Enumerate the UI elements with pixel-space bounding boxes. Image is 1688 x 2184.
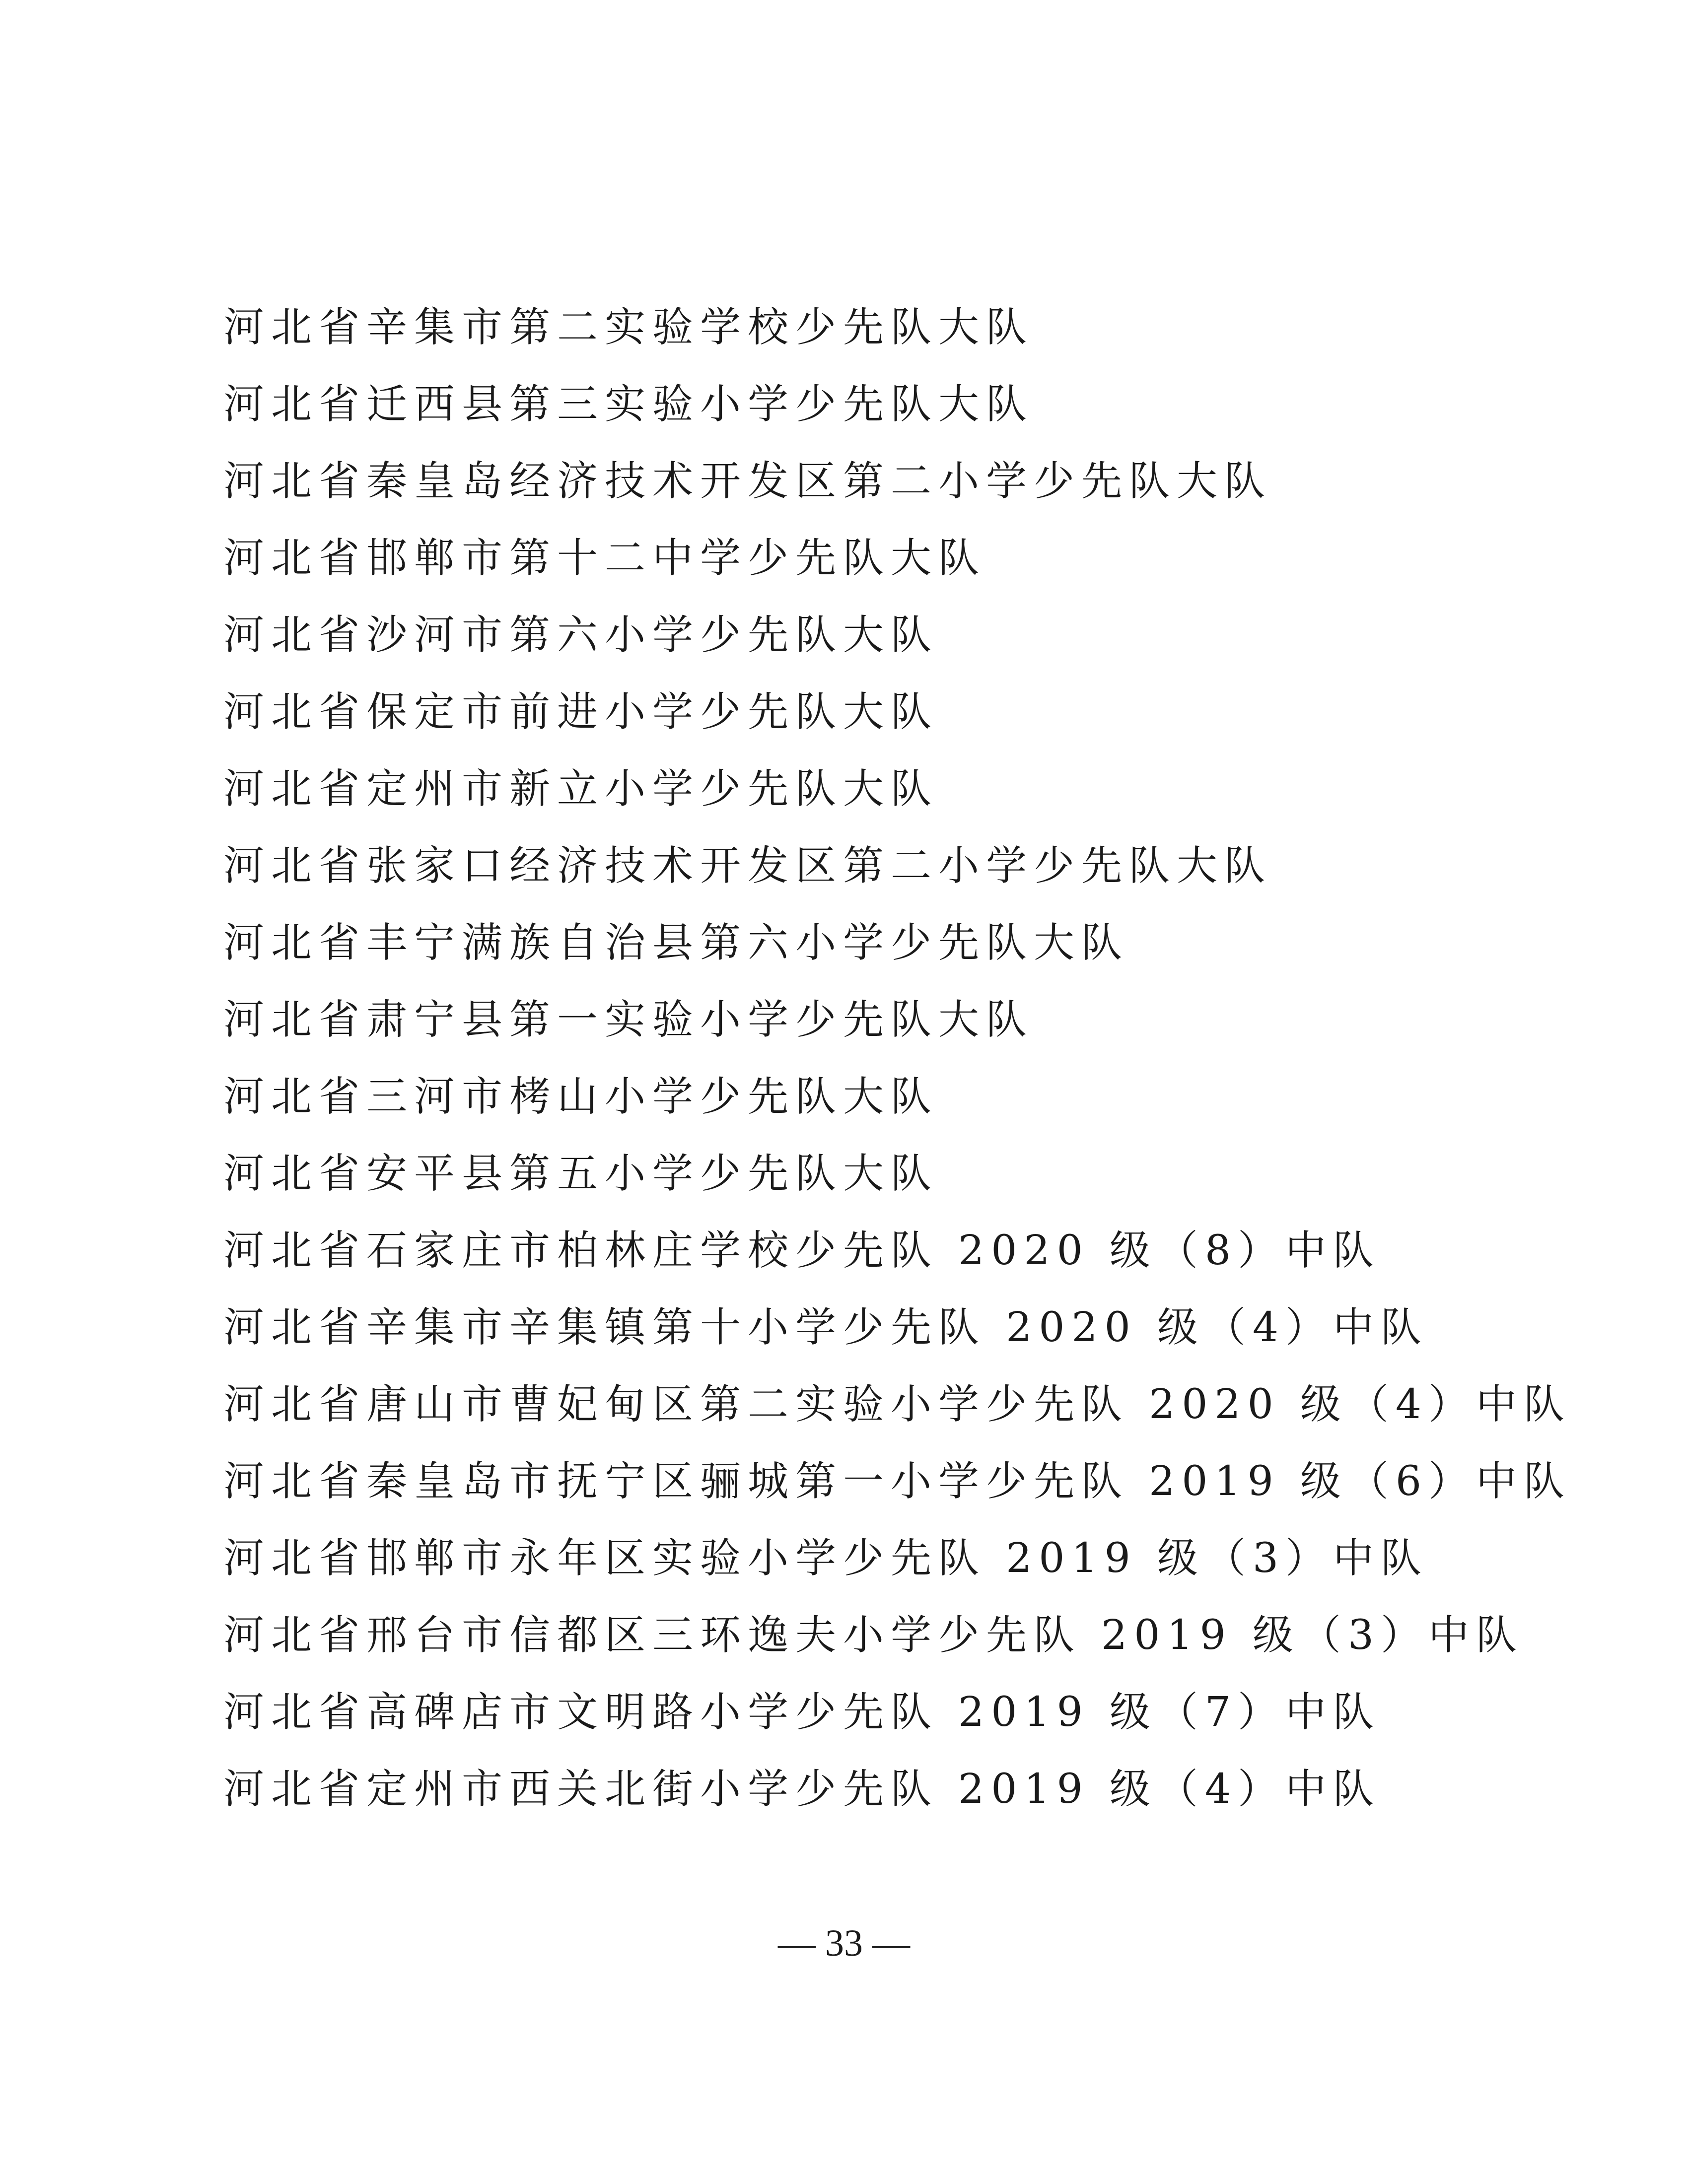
list-item: 河北省张家口经济技术开发区第二小学少先队大队 [223,842,1272,889]
page-number: — 33 — [778,1922,910,1964]
list-item: 河北省高碑店市文明路小学少先队 2019 级（7）中队 [223,1689,1381,1736]
list-item: 河北省三河市栲山小学少先队大队 [223,1073,939,1120]
list-item: 河北省唐山市曹妃甸区第二实验小学少先队 2020 级（4）中队 [223,1381,1571,1428]
list-item: 河北省秦皇岛市抚宁区骊城第一小学少先队 2019 级（6）中队 [223,1458,1571,1505]
list-item: 河北省安平县第五小学少先队大队 [223,1150,939,1197]
list-item: 河北省保定市前进小学少先队大队 [223,688,939,736]
honor-list [223,289,1571,1828]
list-item: 河北省沙河市第六小学少先队大队 [223,612,939,659]
list-item: 河北省迁西县第三实验小学少先队大队 [223,381,1034,428]
list-item: 河北省肃宁县第一实验小学少先队大队 [223,996,1034,1043]
list-item: 河北省辛集市辛集镇第十小学少先队 2020 级（4）中队 [223,1304,1428,1351]
list-item: 河北省邯郸市第十二中学少先队大队 [223,535,986,582]
list-item: 河北省定州市新立小学少先队大队 [223,765,939,813]
list-item: 河北省邯郸市永年区实验小学少先队 2019 级（3）中队 [223,1535,1428,1582]
list-item: 河北省丰宁满族自治县第六小学少先队大队 [223,919,1129,966]
list-item: 河北省定州市西关北街小学少先队 2019 级（4）中队 [223,1766,1381,1813]
list-item: 河北省辛集市第二实验学校少先队大队 [223,304,1034,351]
list-item: 河北省邢台市信都区三环逸夫小学少先队 2019 级（3）中队 [223,1612,1524,1659]
list-item: 河北省秦皇岛经济技术开发区第二小学少先队大队 [223,458,1272,505]
list-item: 河北省石家庄市柏林庄学校少先队 2020 级（8）中队 [223,1227,1381,1274]
